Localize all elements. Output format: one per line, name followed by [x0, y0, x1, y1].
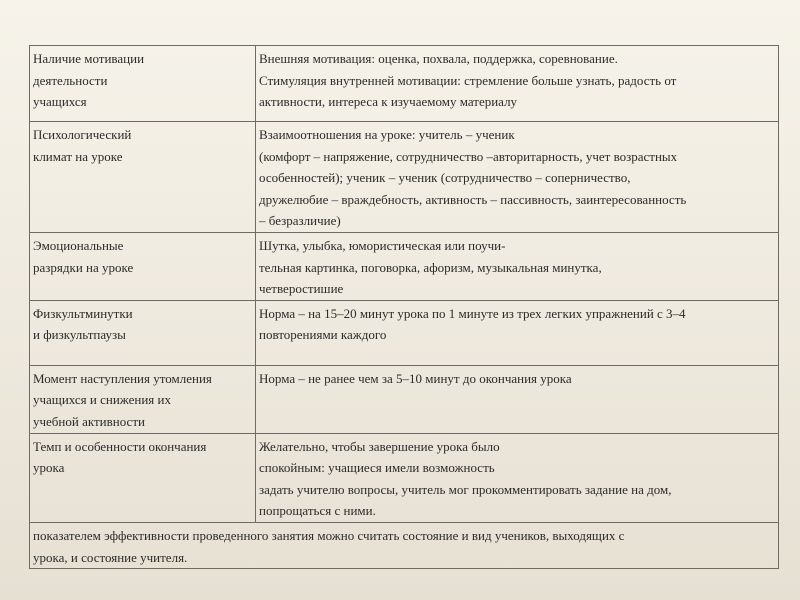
table-row	[30, 365, 779, 433]
note-line: показателем эффективности проведенного занятия можно считать состояние и вид учеников, выходящих с	[33, 527, 625, 543]
criterion-content	[256, 365, 779, 433]
label-line: Наличие мотивации	[33, 51, 145, 66]
label-line: и физкультпаузы	[33, 327, 126, 343]
label-line: Физкультминутки	[33, 305, 133, 321]
table-row	[30, 122, 779, 233]
content-line: задать учителю вопросы, учитель мог прокомментировать задание на дом,	[259, 481, 672, 497]
table-row	[30, 522, 779, 568]
label-line: Момент наступления утомления	[33, 370, 212, 386]
label-line: учебной активности	[33, 413, 145, 429]
content-line: попрощаться с ними.	[259, 503, 376, 519]
content-line: повторениями каждого	[259, 327, 387, 343]
content-line: Взаимоотношения на уроке: учитель – ученик	[259, 127, 515, 142]
content-line: Желательно, чтобы завершение урока было	[259, 438, 500, 454]
criterion-label	[30, 46, 256, 122]
criterion-content	[256, 232, 779, 300]
table-row	[30, 232, 779, 300]
content-line: четверостишие	[259, 281, 344, 297]
content-line: – безразличие)	[259, 213, 341, 229]
content-line: активности, интереса к изучаемому материалу	[259, 94, 518, 110]
content-line: Норма – не ранее чем за 5–10 минут до окончания урока	[259, 370, 572, 386]
table-row	[30, 46, 779, 122]
criterion-label	[30, 232, 256, 300]
criterion-label	[30, 365, 256, 433]
content-line: тельная картинка, поговорка, афоризм, музыкальная минутка,	[259, 259, 602, 275]
criterion-content	[256, 46, 779, 122]
label-line: Эмоциональные	[33, 237, 124, 253]
content-line: дружелюбие – враждебность, активность – пассивность, заинтересованность	[259, 191, 687, 207]
criterion-content	[256, 300, 779, 365]
content-line: Внешняя мотивация: оценка, похвала, поддержка, соревнование.	[259, 51, 618, 66]
criterion-label	[30, 300, 256, 365]
table-row	[30, 300, 779, 365]
label-line: учащихся	[33, 94, 87, 110]
criterion-label	[30, 122, 256, 233]
label-line: учащихся и снижения их	[33, 392, 171, 408]
criterion-label	[30, 433, 256, 522]
content-line: Шутка, улыбка, юмористическая или поучи-	[259, 237, 506, 253]
content-line: Стимуляция внутренней мотивации: стремление больше узнать, радость от	[259, 72, 677, 88]
content-line: Норма – на 15–20 минут урока по 1 минуте из трех легких упражнений с 3–4	[259, 305, 686, 321]
label-line: разрядки на уроке	[33, 259, 134, 275]
note-line: урока, и состояние учителя.	[33, 549, 188, 565]
label-line: урока	[33, 460, 65, 476]
content-line: особенностей); ученик – ученик (сотрудничество – соперничество,	[259, 170, 631, 186]
content-line: спокойным: учащиеся имели возможность	[259, 460, 495, 476]
efficiency-note	[30, 522, 779, 568]
criterion-content	[256, 433, 779, 522]
table-row	[30, 433, 779, 522]
lesson-criteria-table	[29, 45, 779, 569]
label-line: деятельности	[33, 72, 108, 88]
content-line: (комфорт – напряжение, сотрудничество –авторитарность, учет возрастных	[259, 148, 678, 164]
label-line: климат на уроке	[33, 148, 123, 164]
label-line: Психологический	[33, 127, 132, 142]
criterion-content	[256, 122, 779, 233]
label-line: Темп и особенности окончания	[33, 438, 207, 454]
